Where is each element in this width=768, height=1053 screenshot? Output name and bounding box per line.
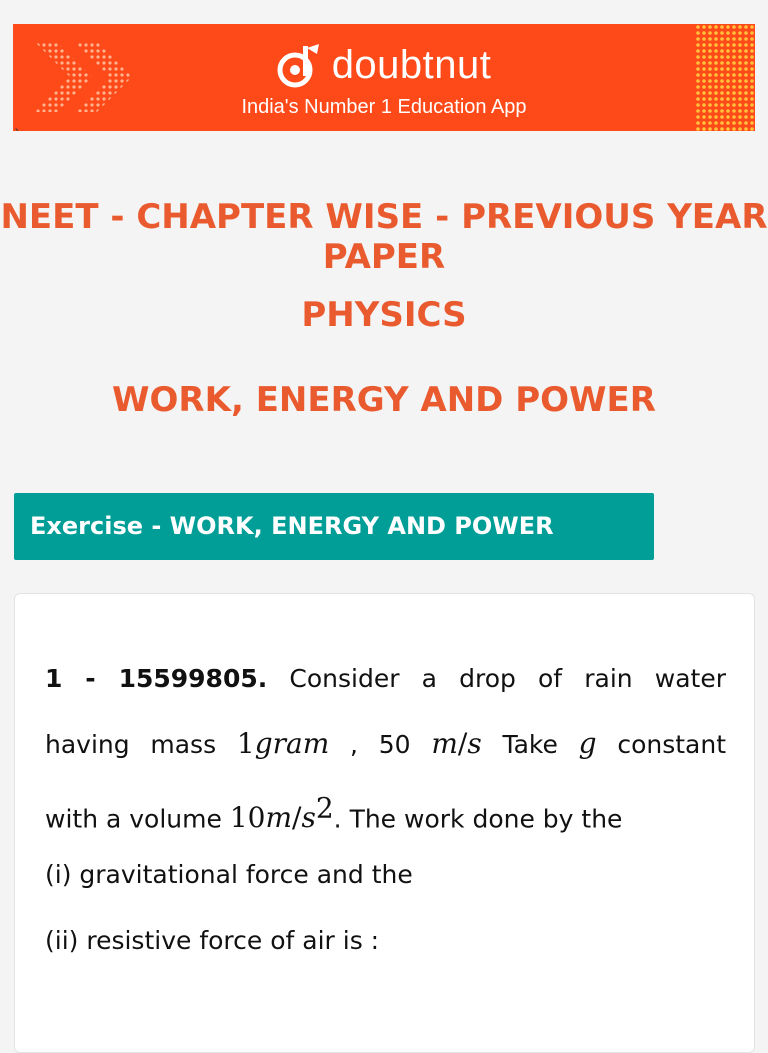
question-text: Consider a drop of rain water — [289, 664, 727, 693]
brand-name: doubtnut — [331, 43, 492, 87]
doubtnut-logo — [13, 42, 755, 88]
question-line — [45, 727, 726, 762]
question-line — [45, 792, 726, 836]
question-number: 1 - 15599805. — [45, 664, 268, 693]
question-text: , 50 — [350, 730, 411, 759]
doubtnut-logo-icon — [277, 42, 321, 88]
exercise-tab[interactable]: Exercise - WORK, ENERGY AND POWER — [14, 493, 654, 560]
question-text: having mass — [45, 730, 217, 759]
question-line — [45, 662, 726, 696]
question-text: Take — [502, 730, 558, 759]
question-line: (ii) resistive force of air is : — [45, 926, 380, 955]
question-text: constant — [617, 730, 727, 759]
app-banner[interactable] — [13, 24, 755, 131]
brand-tagline: India's Number 1 Education App — [241, 96, 527, 118]
chapter-heading: WORK, ENERGY AND POWER — [112, 380, 656, 420]
math-expression: $10m/s^2$ — [229, 792, 334, 835]
subject-heading: PHYSICS — [301, 295, 467, 335]
question-line: (i) gravitational force and the — [45, 860, 413, 889]
question-text: with a volume — [45, 804, 222, 834]
math-expression: m/s — [431, 727, 482, 760]
math-expression: 1gram — [236, 727, 330, 760]
math-expression: g — [578, 727, 597, 760]
question-text: . The work done by the — [333, 804, 623, 834]
stray-mark: ` — [14, 128, 21, 144]
page-title: NEET - CHAPTER WISE - PREVIOUS YEAR PAPER — [0, 197, 768, 277]
question-card — [14, 593, 755, 1053]
